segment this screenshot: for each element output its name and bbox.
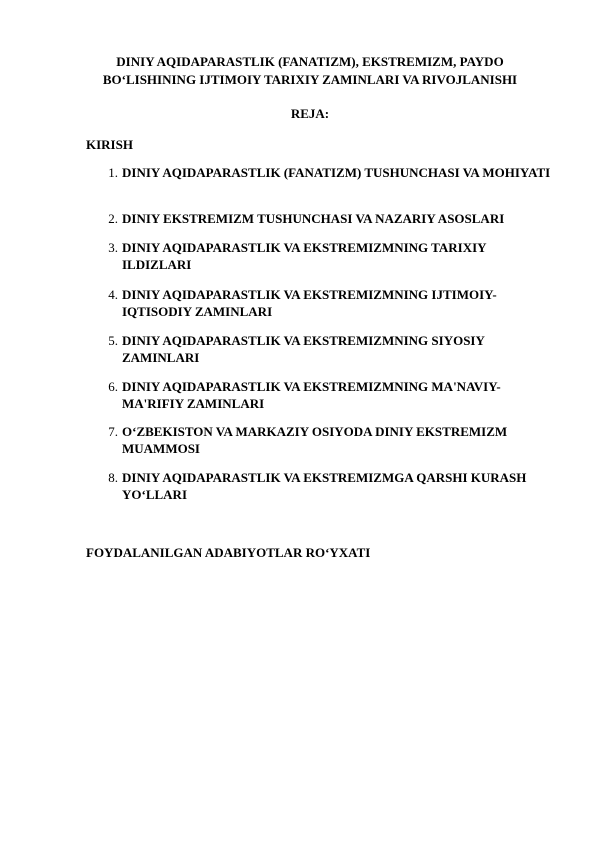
toc-item-text: DINIY AQIDAPARASTLIK VA EKSTREMIZMNING IJTIMOIY-IQTISODIY ZAMINLARI xyxy=(122,287,497,319)
toc-item-text: DINIY EKSTREMIZM TUSHUNCHASI VA NAZARIY ASOSLARI xyxy=(122,211,505,226)
intro-heading: KIRISH xyxy=(86,137,133,152)
toc-item-text: DINIY AQIDAPARASTLIK (FANATIZM) TUSHUNCHASI VA MOHIYATI xyxy=(122,165,551,180)
toc-item-number: 1. xyxy=(108,165,118,180)
toc-item-number: 4. xyxy=(108,287,118,302)
title-line-1: DINIY AQIDAPARASTLIK (FANATIZM), EKSTREMIZM, PAYDO xyxy=(116,54,504,69)
toc-item-text: DINIY AQIDAPARASTLIK VA EKSTREMIZMNING TARIXIY ILDIZLARI xyxy=(122,240,487,272)
toc-item-number: 3. xyxy=(108,240,118,255)
toc-item-text: O‘ZBEKISTON VA MARKAZIY OSIYODA DINIY EKSTREMIZM MUAMMOSI xyxy=(122,424,508,456)
toc-item-number: 2. xyxy=(108,211,118,226)
toc-item-number: 6. xyxy=(108,379,118,394)
document-title xyxy=(60,53,560,89)
toc-item-number: 7. xyxy=(108,424,118,439)
toc-item-number: 5. xyxy=(108,333,118,348)
toc-item-text: DINIY AQIDAPARASTLIK VA EKSTREMIZMGA QARSHI KURASH YO‘LLARI xyxy=(122,470,527,502)
toc-item-text: DINIY AQIDAPARASTLIK VA EKSTREMIZMNING SIYOSIY ZAMINLARI xyxy=(122,333,485,365)
title-line-2: BO‘LISHINING IJTIMOIY TARIXIY ZAMINLARI VA RIVOJLANISHI xyxy=(102,72,518,87)
plan-heading: REJA: xyxy=(290,106,330,121)
toc-item-text: DINIY AQIDAPARASTLIK VA EKSTREMIZMNING MA'NAVIY-MA'RIFIY ZAMINLARI xyxy=(122,379,501,411)
references-heading: FOYDALANILGAN ADABIYOTLAR RO‘YXATI xyxy=(86,545,371,560)
toc-item-number: 8. xyxy=(108,470,118,485)
